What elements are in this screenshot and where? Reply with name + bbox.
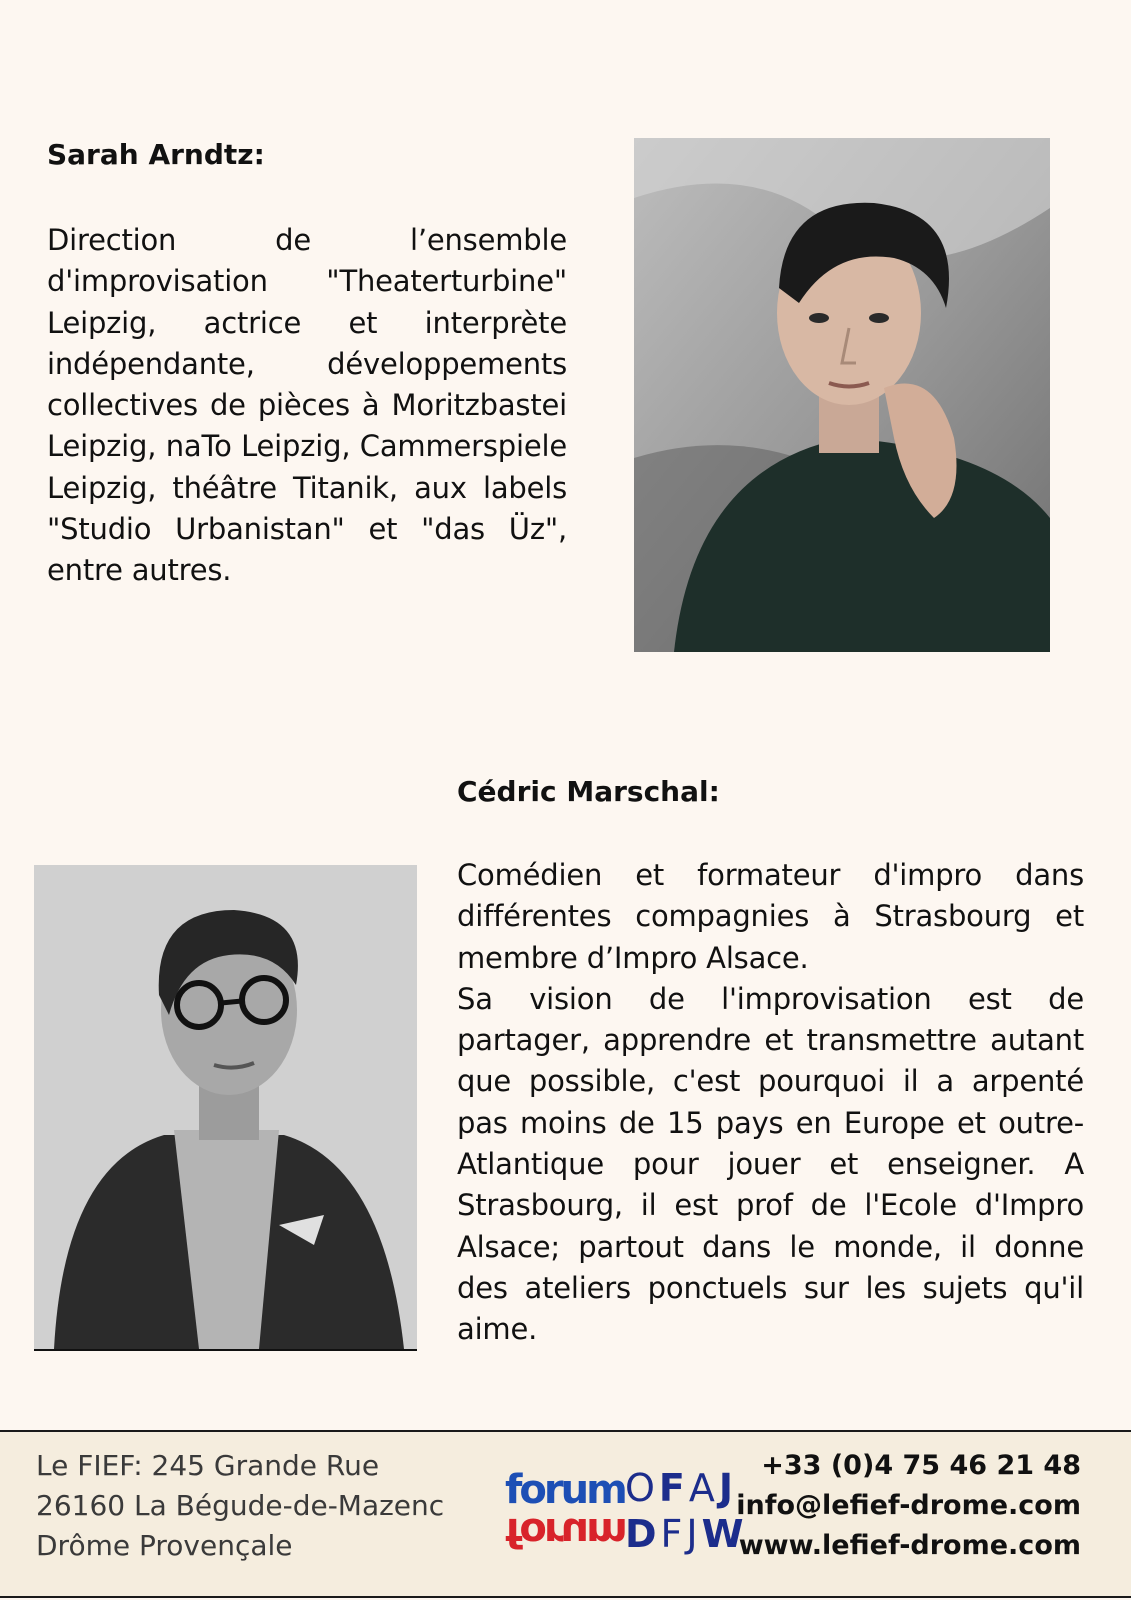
- forum-logo-reflection: forum: [505, 1509, 625, 1555]
- address-block: [36, 1446, 444, 1566]
- address-line: 26160 La Bégude-de-Mazenc: [36, 1489, 445, 1522]
- phone-number[interactable]: +33 (0)4 75 46 21 48: [761, 1450, 1081, 1481]
- person-bio-sarah: [47, 220, 567, 592]
- person-name-cedric: Cédric Marschal:: [457, 775, 720, 808]
- email-link[interactable]: info@lefief-drome.com: [736, 1490, 1081, 1521]
- dfjw-logo: DFJW: [625, 1512, 748, 1556]
- partner-logos: [505, 1462, 748, 1562]
- website-link[interactable]: www.lefief-drome.com: [738, 1530, 1081, 1561]
- ofaj-logo: OFAJ: [625, 1466, 738, 1510]
- portrait-photo-cedric: [34, 865, 417, 1351]
- person-name-sarah: Sarah Arndtz:: [47, 138, 265, 171]
- address-line: Le FIEF: 245 Grande Rue: [36, 1449, 380, 1482]
- person-bio-cedric: [457, 855, 1084, 1351]
- bio-paragraph: Direction de l’ensemble d'improvisation "Theaterturbine" Leipzig, actrice et interprète indépendante, développements collectives de pièces à Moritzbastei Leipzig, naTo Leipzig, Cammerspiele Leipzig, théâtre Titanik, aux labels "Studio Urbanistan" et "das Üz", entre autres.: [47, 223, 567, 588]
- portrait-photo-sarah: [634, 138, 1050, 652]
- bio-paragraph: Comédien et formateur d'impro dans différentes compagnies à Strasbourg et membre d’Impro Alsace.: [457, 858, 1084, 975]
- footer: [0, 1430, 1131, 1598]
- bio-paragraph: Sa vision de l'improvisation est de partager, apprendre et transmettre autant que possible, c'est pourquoi il a arpenté pas moins de 15 pays en Europe et outre-Atlantique pour jouer et enseigner. A Strasbourg, il est prof de l'Ecole d'Impro Alsace; partout dans le monde, il donne des ateliers ponctuels sur les sujets qu'il aime.: [457, 981, 1084, 1347]
- address-line: Drôme Provençale: [36, 1529, 293, 1562]
- contact-block: [736, 1446, 1081, 1566]
- forum-logo: forum: [505, 1467, 625, 1513]
